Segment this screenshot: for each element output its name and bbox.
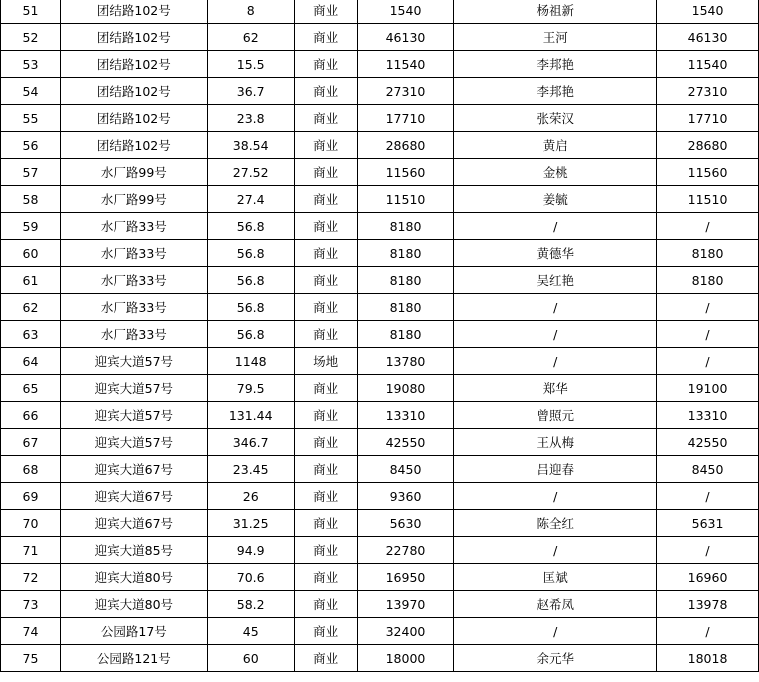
name-cell: / xyxy=(454,348,657,375)
address-cell: 水厂路33号 xyxy=(60,321,207,348)
area-cell: 62 xyxy=(207,24,294,51)
table-row xyxy=(1,591,759,618)
table-row xyxy=(1,24,759,51)
address-cell: 水厂路33号 xyxy=(60,213,207,240)
area-cell: 1148 xyxy=(207,348,294,375)
name-cell: 王河 xyxy=(454,24,657,51)
area-cell: 70.6 xyxy=(207,564,294,591)
amount-cell: 1540 xyxy=(657,0,759,24)
amount-cell: / xyxy=(657,321,759,348)
usage-cell: 商业 xyxy=(294,240,357,267)
name-cell: 李邦艳 xyxy=(454,51,657,78)
price-cell: 8180 xyxy=(357,294,454,321)
price-cell: 22780 xyxy=(357,537,454,564)
name-cell: / xyxy=(454,618,657,645)
area-cell: 60 xyxy=(207,645,294,672)
row-number-cell: 74 xyxy=(1,618,61,645)
row-number-cell: 56 xyxy=(1,132,61,159)
row-number-cell: 73 xyxy=(1,591,61,618)
usage-cell: 商业 xyxy=(294,267,357,294)
table-row xyxy=(1,348,759,375)
amount-cell: 42550 xyxy=(657,429,759,456)
amount-cell: 17710 xyxy=(657,105,759,132)
address-cell: 迎宾大道57号 xyxy=(60,375,207,402)
amount-cell: 11540 xyxy=(657,51,759,78)
area-cell: 27.4 xyxy=(207,186,294,213)
name-cell: 郑华 xyxy=(454,375,657,402)
price-cell: 19080 xyxy=(357,375,454,402)
table-row xyxy=(1,132,759,159)
price-cell: 11510 xyxy=(357,186,454,213)
table-row xyxy=(1,0,759,24)
name-cell: / xyxy=(454,294,657,321)
usage-cell: 商业 xyxy=(294,0,357,24)
amount-cell: 11560 xyxy=(657,159,759,186)
price-cell: 8180 xyxy=(357,267,454,294)
usage-cell: 商业 xyxy=(294,78,357,105)
address-cell: 迎宾大道67号 xyxy=(60,510,207,537)
name-cell: 余元华 xyxy=(454,645,657,672)
name-cell: 杨祖新 xyxy=(454,0,657,24)
area-cell: 131.44 xyxy=(207,402,294,429)
area-cell: 23.45 xyxy=(207,456,294,483)
table-row xyxy=(1,294,759,321)
usage-cell: 商业 xyxy=(294,564,357,591)
table-row xyxy=(1,51,759,78)
usage-cell: 商业 xyxy=(294,456,357,483)
address-cell: 迎宾大道57号 xyxy=(60,402,207,429)
name-cell: 张荣汉 xyxy=(454,105,657,132)
price-cell: 42550 xyxy=(357,429,454,456)
table-row xyxy=(1,375,759,402)
table-body xyxy=(1,0,759,672)
amount-cell: 11510 xyxy=(657,186,759,213)
row-number-cell: 63 xyxy=(1,321,61,348)
table-row xyxy=(1,105,759,132)
table-row xyxy=(1,483,759,510)
address-cell: 迎宾大道57号 xyxy=(60,348,207,375)
area-cell: 26 xyxy=(207,483,294,510)
usage-cell: 商业 xyxy=(294,483,357,510)
address-cell: 水厂路33号 xyxy=(60,240,207,267)
address-cell: 迎宾大道85号 xyxy=(60,537,207,564)
row-number-cell: 75 xyxy=(1,645,61,672)
table-row xyxy=(1,429,759,456)
amount-cell: / xyxy=(657,537,759,564)
price-cell: 18000 xyxy=(357,645,454,672)
price-cell: 13310 xyxy=(357,402,454,429)
price-cell: 8450 xyxy=(357,456,454,483)
price-cell: 16950 xyxy=(357,564,454,591)
address-cell: 水厂路99号 xyxy=(60,186,207,213)
price-cell: 8180 xyxy=(357,321,454,348)
table-row xyxy=(1,537,759,564)
usage-cell: 场地 xyxy=(294,348,357,375)
address-cell: 团结路102号 xyxy=(60,78,207,105)
area-cell: 27.52 xyxy=(207,159,294,186)
area-cell: 36.7 xyxy=(207,78,294,105)
area-cell: 15.5 xyxy=(207,51,294,78)
address-cell: 迎宾大道57号 xyxy=(60,429,207,456)
area-cell: 56.8 xyxy=(207,321,294,348)
row-number-cell: 69 xyxy=(1,483,61,510)
usage-cell: 商业 xyxy=(294,321,357,348)
area-cell: 31.25 xyxy=(207,510,294,537)
table-row xyxy=(1,456,759,483)
table-row xyxy=(1,78,759,105)
row-number-cell: 72 xyxy=(1,564,61,591)
name-cell: 吴红艳 xyxy=(454,267,657,294)
address-cell: 水厂路33号 xyxy=(60,294,207,321)
usage-cell: 商业 xyxy=(294,132,357,159)
usage-cell: 商业 xyxy=(294,429,357,456)
usage-cell: 商业 xyxy=(294,213,357,240)
table-row xyxy=(1,645,759,672)
table-row xyxy=(1,267,759,294)
name-cell: 王从梅 xyxy=(454,429,657,456)
name-cell: 曾照元 xyxy=(454,402,657,429)
usage-cell: 商业 xyxy=(294,375,357,402)
address-cell: 迎宾大道80号 xyxy=(60,591,207,618)
name-cell: 吕迎春 xyxy=(454,456,657,483)
name-cell: 金桃 xyxy=(454,159,657,186)
price-cell: 11540 xyxy=(357,51,454,78)
price-cell: 17710 xyxy=(357,105,454,132)
amount-cell: 28680 xyxy=(657,132,759,159)
row-number-cell: 53 xyxy=(1,51,61,78)
area-cell: 38.54 xyxy=(207,132,294,159)
row-number-cell: 64 xyxy=(1,348,61,375)
amount-cell: / xyxy=(657,483,759,510)
amount-cell: 27310 xyxy=(657,78,759,105)
row-number-cell: 51 xyxy=(1,0,61,24)
price-cell: 32400 xyxy=(357,618,454,645)
address-cell: 水厂路99号 xyxy=(60,159,207,186)
price-cell: 9360 xyxy=(357,483,454,510)
area-cell: 58.2 xyxy=(207,591,294,618)
amount-cell: 13978 xyxy=(657,591,759,618)
table-row xyxy=(1,402,759,429)
area-cell: 23.8 xyxy=(207,105,294,132)
area-cell: 56.8 xyxy=(207,267,294,294)
row-number-cell: 67 xyxy=(1,429,61,456)
address-cell: 团结路102号 xyxy=(60,105,207,132)
usage-cell: 商业 xyxy=(294,591,357,618)
address-cell: 迎宾大道67号 xyxy=(60,483,207,510)
price-cell: 13970 xyxy=(357,591,454,618)
area-cell: 56.8 xyxy=(207,240,294,267)
amount-cell: 5631 xyxy=(657,510,759,537)
area-cell: 45 xyxy=(207,618,294,645)
row-number-cell: 55 xyxy=(1,105,61,132)
address-cell: 团结路102号 xyxy=(60,132,207,159)
amount-cell: 19100 xyxy=(657,375,759,402)
address-cell: 水厂路33号 xyxy=(60,267,207,294)
usage-cell: 商业 xyxy=(294,402,357,429)
table-row xyxy=(1,321,759,348)
row-number-cell: 57 xyxy=(1,159,61,186)
usage-cell: 商业 xyxy=(294,24,357,51)
row-number-cell: 60 xyxy=(1,240,61,267)
name-cell: 匡斌 xyxy=(454,564,657,591)
table-row xyxy=(1,564,759,591)
address-cell: 迎宾大道67号 xyxy=(60,456,207,483)
row-number-cell: 58 xyxy=(1,186,61,213)
name-cell: / xyxy=(454,483,657,510)
area-cell: 56.8 xyxy=(207,213,294,240)
address-cell: 公园路17号 xyxy=(60,618,207,645)
amount-cell: / xyxy=(657,213,759,240)
row-number-cell: 61 xyxy=(1,267,61,294)
usage-cell: 商业 xyxy=(294,510,357,537)
row-number-cell: 65 xyxy=(1,375,61,402)
price-cell: 8180 xyxy=(357,213,454,240)
price-cell: 27310 xyxy=(357,78,454,105)
name-cell: / xyxy=(454,537,657,564)
amount-cell: / xyxy=(657,294,759,321)
row-number-cell: 54 xyxy=(1,78,61,105)
area-cell: 346.7 xyxy=(207,429,294,456)
name-cell: / xyxy=(454,213,657,240)
usage-cell: 商业 xyxy=(294,159,357,186)
area-cell: 56.8 xyxy=(207,294,294,321)
row-number-cell: 70 xyxy=(1,510,61,537)
table-row xyxy=(1,159,759,186)
amount-cell: 8180 xyxy=(657,240,759,267)
price-cell: 28680 xyxy=(357,132,454,159)
price-cell: 13780 xyxy=(357,348,454,375)
usage-cell: 商业 xyxy=(294,537,357,564)
amount-cell: / xyxy=(657,618,759,645)
address-cell: 迎宾大道80号 xyxy=(60,564,207,591)
usage-cell: 商业 xyxy=(294,105,357,132)
amount-cell: 8450 xyxy=(657,456,759,483)
row-number-cell: 62 xyxy=(1,294,61,321)
area-cell: 94.9 xyxy=(207,537,294,564)
row-number-cell: 71 xyxy=(1,537,61,564)
price-cell: 5630 xyxy=(357,510,454,537)
amount-cell: 13310 xyxy=(657,402,759,429)
usage-cell: 商业 xyxy=(294,186,357,213)
row-number-cell: 52 xyxy=(1,24,61,51)
table-row xyxy=(1,510,759,537)
area-cell: 8 xyxy=(207,0,294,24)
amount-cell: 16960 xyxy=(657,564,759,591)
name-cell: 赵希凤 xyxy=(454,591,657,618)
row-number-cell: 66 xyxy=(1,402,61,429)
name-cell: 陈全红 xyxy=(454,510,657,537)
amount-cell: 8180 xyxy=(657,267,759,294)
usage-cell: 商业 xyxy=(294,294,357,321)
address-cell: 公园路121号 xyxy=(60,645,207,672)
address-cell: 团结路102号 xyxy=(60,0,207,24)
usage-cell: 商业 xyxy=(294,51,357,78)
name-cell: / xyxy=(454,321,657,348)
name-cell: 黄德华 xyxy=(454,240,657,267)
amount-cell: / xyxy=(657,348,759,375)
name-cell: 李邦艳 xyxy=(454,78,657,105)
table-row xyxy=(1,618,759,645)
table-row xyxy=(1,213,759,240)
address-cell: 团结路102号 xyxy=(60,51,207,78)
price-cell: 46130 xyxy=(357,24,454,51)
usage-cell: 商业 xyxy=(294,645,357,672)
table-row xyxy=(1,186,759,213)
row-number-cell: 59 xyxy=(1,213,61,240)
address-cell: 团结路102号 xyxy=(60,24,207,51)
price-cell: 8180 xyxy=(357,240,454,267)
amount-cell: 18018 xyxy=(657,645,759,672)
amount-cell: 46130 xyxy=(657,24,759,51)
table-row xyxy=(1,240,759,267)
name-cell: 黄启 xyxy=(454,132,657,159)
name-cell: 姜毓 xyxy=(454,186,657,213)
price-cell: 1540 xyxy=(357,0,454,24)
price-cell: 11560 xyxy=(357,159,454,186)
usage-cell: 商业 xyxy=(294,618,357,645)
row-number-cell: 68 xyxy=(1,456,61,483)
area-cell: 79.5 xyxy=(207,375,294,402)
